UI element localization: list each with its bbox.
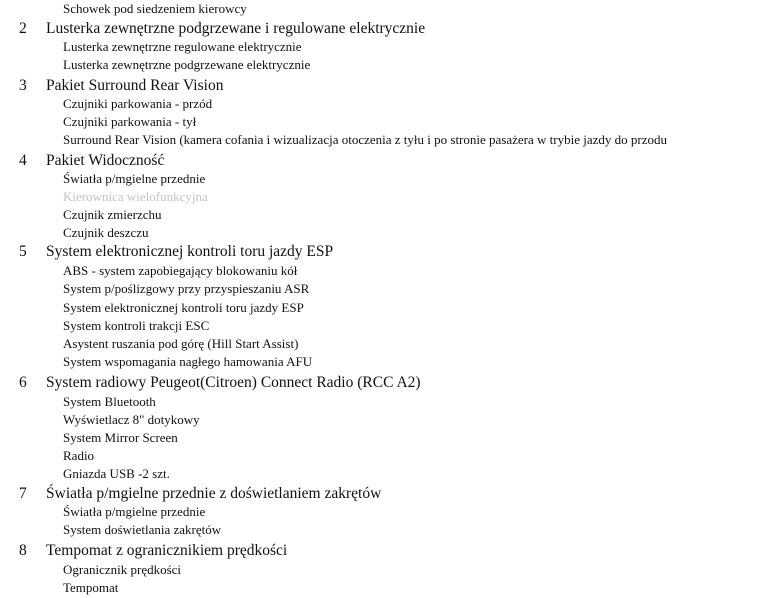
- list-item: Lusterka zewnętrzne regulowane elektrycznie: [63, 39, 302, 54]
- list-item: Czujniki parkowania - przód: [63, 96, 213, 111]
- list-item: Wyświetlacz 8" dotykowy: [63, 412, 200, 427]
- group-title: Tempomat z ogranicznikiem prędkości: [46, 542, 288, 559]
- list-item: System Mirror Screen: [63, 430, 178, 445]
- list-item: System doświetlania zakrętów: [63, 522, 222, 537]
- list-item: Schowek pod siedzeniem kierowcy: [63, 1, 247, 16]
- list-item: Asystent ruszania pod górę (Hill Start Assist): [63, 336, 299, 351]
- group-title: Światła p/mgielne przednie z doświetlaniem zakrętów: [46, 485, 382, 502]
- group-title: Pakiet Surround Rear Vision: [46, 77, 224, 94]
- list-item: Czujniki parkowania - tył: [63, 114, 197, 129]
- list-item: Światła p/mgielne przednie: [63, 171, 206, 186]
- list-item: Radio: [63, 448, 95, 463]
- list-item: System Bluetooth: [63, 394, 156, 409]
- group-number: 4: [19, 152, 27, 169]
- group-number: 7: [19, 485, 27, 502]
- list-item: Ogranicznik prędkości: [63, 562, 182, 577]
- group-number: 3: [19, 77, 27, 94]
- group-number: 8: [19, 542, 27, 559]
- group-title: Lusterka zewnętrzne podgrzewane i regulowane elektrycznie: [46, 20, 426, 37]
- list-item: Światła p/mgielne przednie: [63, 504, 206, 519]
- list-item: Lusterka zewnętrzne podgrzewane elektrycznie: [63, 57, 311, 72]
- list-item: Tempomat: [63, 580, 119, 595]
- list-item: Czujnik deszczu: [63, 225, 149, 240]
- list-item: System p/poślizgowy przy przyspieszaniu ASR: [63, 281, 310, 296]
- list-item: Kierownica wielofunkcyjna: [63, 189, 208, 204]
- list-item: ABS - system zapobiegający blokowaniu kół: [63, 263, 298, 278]
- group-number: 2: [19, 20, 27, 37]
- list-item: Czujnik zmierzchu: [63, 207, 162, 222]
- list-item: System wspomagania nagłego hamowania AFU: [63, 354, 313, 369]
- list-item: System elektronicznej kontroli toru jazdy ESP: [63, 300, 304, 315]
- group-title: System radiowy Peugeot(Citroen) Connect Radio (RCC A2): [46, 374, 421, 391]
- list-item: Surround Rear Vision (kamera cofania i wizualizacja otoczenia z tyłu i po stronie pasażera w trybie jazdy do przodu: [63, 132, 667, 147]
- group-title: System elektronicznej kontroli toru jazdy ESP: [46, 243, 334, 260]
- list-item: System kontroli trakcji ESC: [63, 318, 210, 333]
- group-number: 5: [19, 243, 27, 260]
- group-title: Pakiet Widoczność: [46, 152, 165, 169]
- group-number: 6: [19, 374, 27, 391]
- list-item: Gniazda USB -2 szt.: [63, 466, 170, 481]
